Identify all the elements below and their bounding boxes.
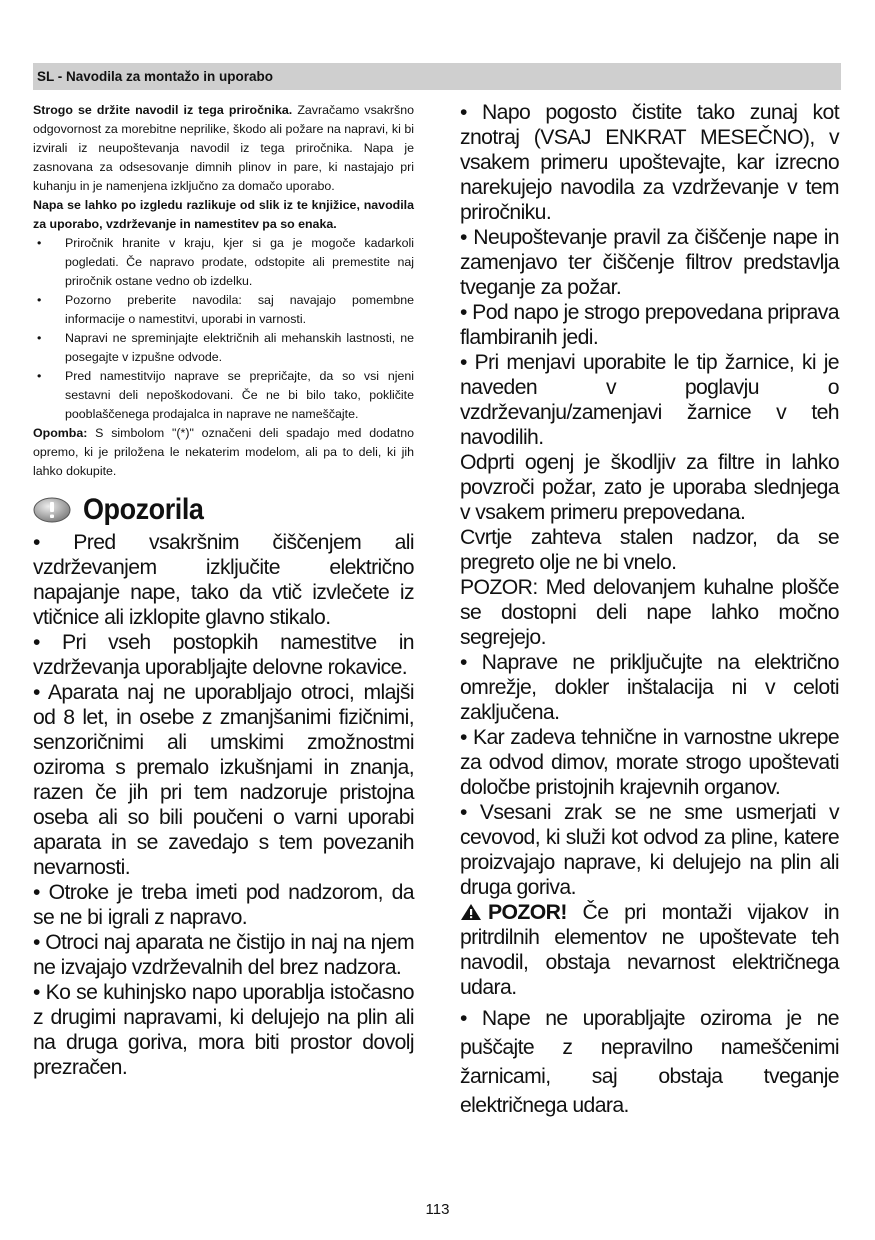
intro-bold-note: Napa se lahko po izgledu razlikuje od slik iz te knjižice, navodila za uporabo, vzdrževanje in namestitev pa so enaka. [33,198,414,231]
caution-label: POZOR! [488,901,567,924]
section-header-title: SL - Navodila za montažo in uporabo [37,69,274,84]
list-item-text: Pred namestitvijo naprave se prepričajte, da so vsi njeni sestavni deli nepoškodovani. Če ne bi bilo tako, pokličite pooblaščenega prodajalca in naprave ne nameščajte. [65,369,414,421]
list-item: • Pri vseh postopkih namestitve in vzdrževanja uporabljajte delovne rokavice. [33,631,414,679]
intro-bold-lead: Strogo se držite navodil iz tega priročnika. [33,103,293,117]
caution-paragraph [460,900,839,1000]
warnings-title: Opozorila [83,493,204,526]
list-item: • Aparata naj ne uporabljajo otroci, mlajši od 8 let, in osebe z zmanjšanimi fizičnimi, senzoričnimi ali umskimi zmožnostmi oziroma s premalo izkušnjami in znanja, razen če jih pri tem nadzoruje pristojna oseba ali so bili poučeni o varni uporabi aparata in se zavedajo s tem povezanih nevarnosti. [33,681,414,879]
list-item: Odprti ogenj je škodljiv za filtre in lahko povzroči požar, zato je uporaba slednjega v vsakem primeru prepovedana. [460,451,839,524]
warnings-right-list [460,100,839,1120]
section-header [33,63,841,90]
warnings-heading [33,490,414,530]
list-item-text: Pozorno preberite navodila: saj navajajo pomembne informacije o namestitvi, uporabi in varnosti. [65,293,414,326]
list-item: • Kar zadeva tehnične in varnostne ukrepe za odvod dimov, morate strogo upoštevati določbe pristojnih krajevnih organov. [460,726,839,799]
bullet-marker: • [37,331,42,345]
intro-block [33,101,414,481]
list-item: • Otroke je treba imeti pod nadzorom, da se ne bi igrali z napravo. [33,881,414,929]
bullet-marker: • [37,293,42,307]
list-item-text: Priročnik hranite v kraju, kjer si ga je mogoče kadarkoli pogledati. Če napravo prodate, odstopite ali premestite naj priročnik ostane vedno ob izdelku. [65,236,414,288]
caution-text: Če pri montaži vijakov in pritrdilnih elementov ne upoštevate teh navodil, obstaja nevarnost električnega udara. [460,901,839,999]
list-item: Cvrtje zahteva stalen nadzor, da se pregreto olje ne bi vnelo. [460,526,839,574]
list-item: • Otroci naj aparata ne čistijo in naj na njem ne izvajajo vzdrževalnih del brez nadzora. [33,931,414,979]
caution-triangle-icon [460,902,482,920]
note-text: S simbolom "(*)" označeni deli spadajo med dodatno opremo, ki je priložena le nekaterim modelom, ali pa to deli, ki jih lahko dokupite. [33,426,414,478]
list-item: • Ko se kuhinjsko napo uporablja istočasno z drugimi napravami, ki delujejo na plin ali na druga goriva, mora biti prostor dovolj prezračen. [33,981,414,1079]
warning-icon [33,497,71,523]
list-item: • Naprave ne priključujte na električno omrežje, dokler inštalacija ni v celoti zaključena. [460,651,839,724]
list-item [33,329,414,367]
list-item: • Pod napo je strogo prepovedana priprava flambiranih jedi. [460,301,839,349]
intro-text: Zavračamo vsakršno odgovornost za morebitne neprilike, škodo ali požare na napravi, ki bi izvirali iz neupoštevanja navodil iz tega priročnika. Napa je zasnovana za odsesovanje dimnih plinov in pare, ki nastajajo pri kuhanju in je namenjena izključno za domačo uporabo. [33,103,414,193]
bullet-marker: • [37,369,42,383]
warnings-left-list [33,530,414,1080]
list-item-text: Napravi ne spreminjajte električnih ali mehanskih lastnosti, ne posegajte v izpušne odvode. [65,331,414,364]
note-label: Opomba: [33,426,88,440]
list-item: • Pri menjavi uporabite le tip žarnice, ki je naveden v poglavju o vzdrževanju/zamenjavi žarnice v teh navodilih. [460,351,839,449]
left-column [33,101,414,1080]
list-item: • Neupoštevanje pravil za čiščenje nape in zamenjavo ter čiščenje filtrov predstavlja tveganje za požar. [460,226,839,299]
list-item: • Napo pogosto čistite tako zunaj kot znotraj (VSAJ ENKRAT MESEČNO), v vsakem primeru upoštevajte, kar izrecno narekujejo navodila za vzdrževanje v tem priročniku. [460,101,839,224]
page-number: 113 [425,1201,450,1218]
list-item [33,234,414,291]
list-item: • Nape ne uporabljajte oziroma je ne puščajte z nepravilno nameščenimi žarnicami, saj obstaja tveganje električnega udara. [460,1007,839,1117]
intro-paragraph [33,101,414,196]
note-paragraph [33,424,414,481]
right-column [460,100,839,1120]
list-item: POZOR: Med delovanjem kuhalne plošče se dostopni deli nape lahko močno segrejejo. [460,576,839,649]
list-item: • Vsesani zrak se ne sme usmerjati v cevovod, ki služi kot odvod za pline, katere proizvajajo naprave, ki delujejo na plin ali druga goriva. [460,801,839,899]
intro-bullet-list [33,234,414,424]
bullet-marker: • [37,236,42,250]
list-item [33,367,414,424]
list-item [33,291,414,329]
list-item: • Pred vsakršnim čiščenjem ali vzdrževanjem izključite električno napajanje nape, tako da vtič izvlečete iz vtičnice ali izklopite glavno stikalo. [33,531,414,629]
